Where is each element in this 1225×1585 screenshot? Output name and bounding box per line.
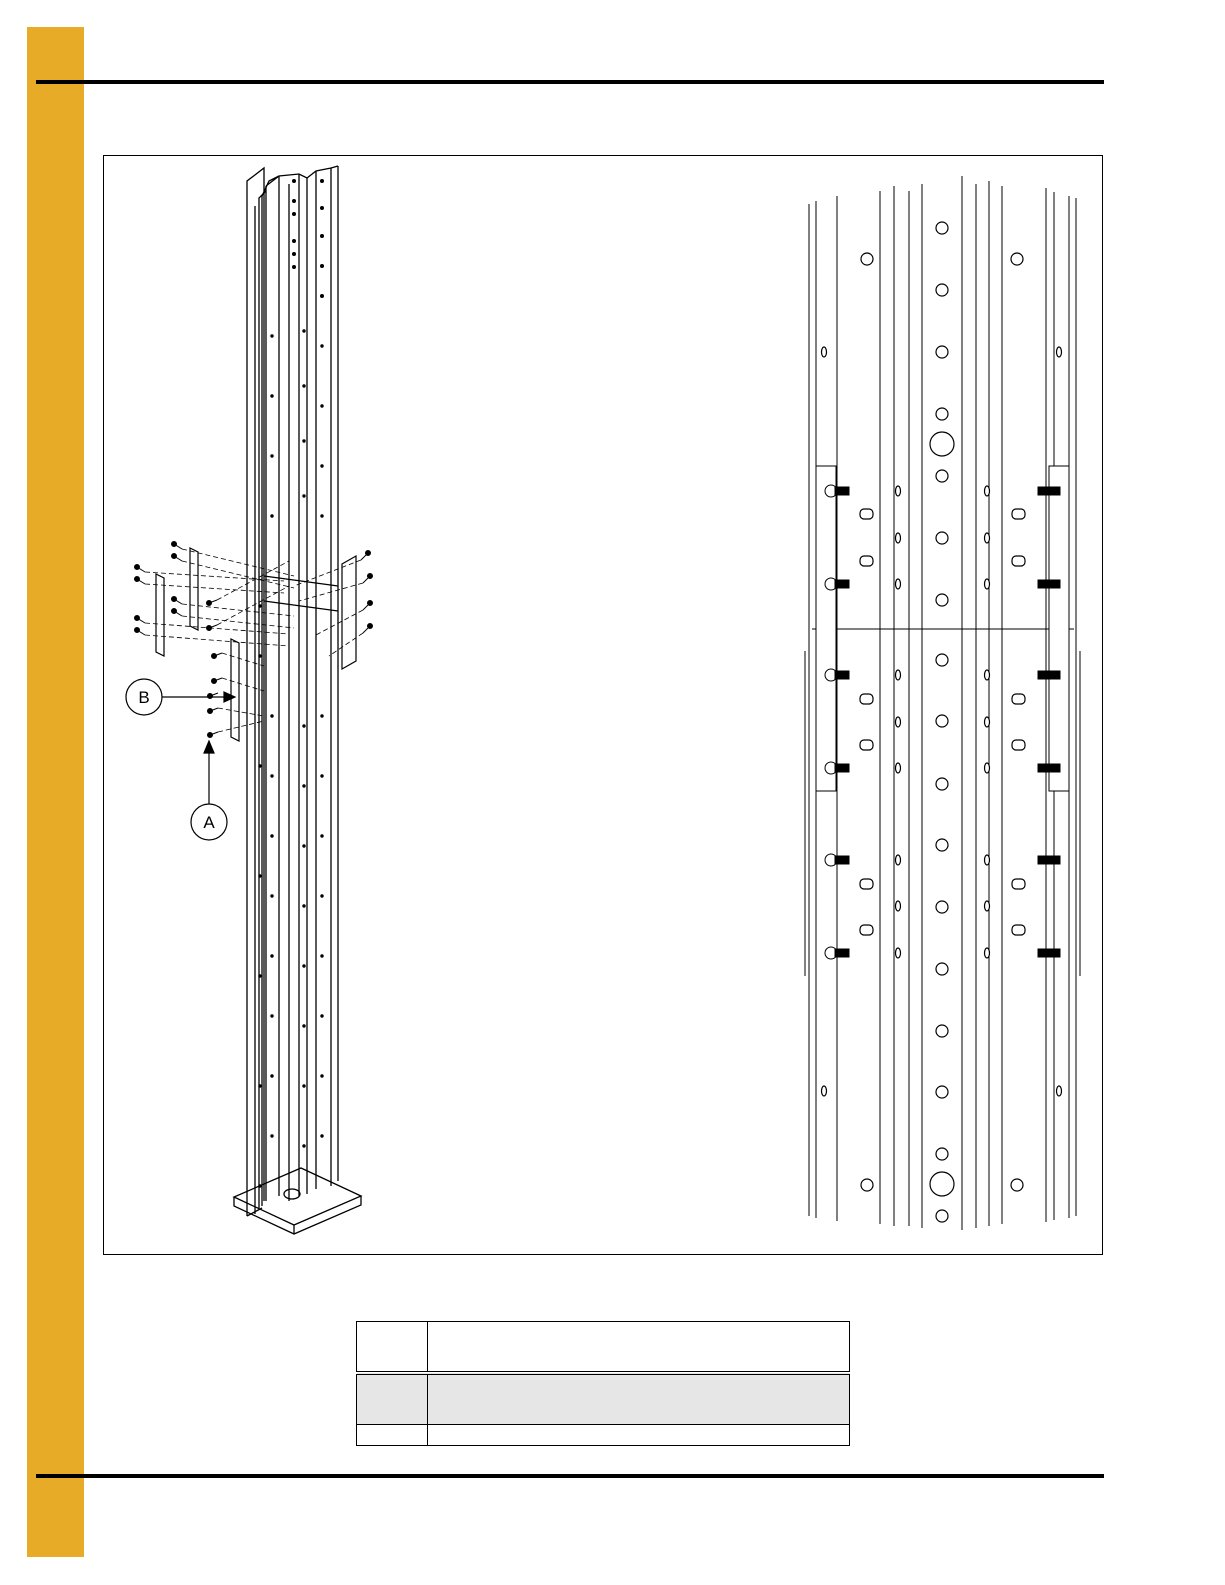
post-holes: [258, 179, 324, 1188]
table-cell-ref: [357, 1425, 428, 1446]
splice-plates: [156, 548, 356, 741]
isometric-post: [234, 166, 361, 1234]
bolts: [135, 542, 373, 738]
table-cell-ref: [357, 1373, 428, 1425]
callout-a-label: A: [203, 813, 215, 832]
callout-b: [126, 679, 162, 715]
callout-b-label: B: [138, 688, 150, 707]
footer-rule: [36, 1474, 1104, 1478]
table-cell-description: [428, 1322, 850, 1374]
table-cell-ref: [357, 1322, 428, 1374]
elevation-view: [805, 176, 1080, 1230]
section-tab: [27, 27, 84, 1557]
table-cell-description: [428, 1373, 850, 1425]
table-row: [357, 1373, 850, 1425]
alignment-lines: [145, 549, 363, 732]
callout-leaders: [162, 692, 235, 805]
table-row: [357, 1425, 850, 1446]
figure-frame: [103, 155, 1103, 1255]
elevation-holes: [822, 222, 1062, 1222]
parts-table: [356, 1321, 850, 1446]
assembly-drawing: [104, 156, 1102, 1254]
header-rule: [36, 80, 1104, 84]
table-row: [357, 1322, 850, 1374]
callout-a: [191, 804, 227, 840]
table-cell-description: [428, 1425, 850, 1446]
